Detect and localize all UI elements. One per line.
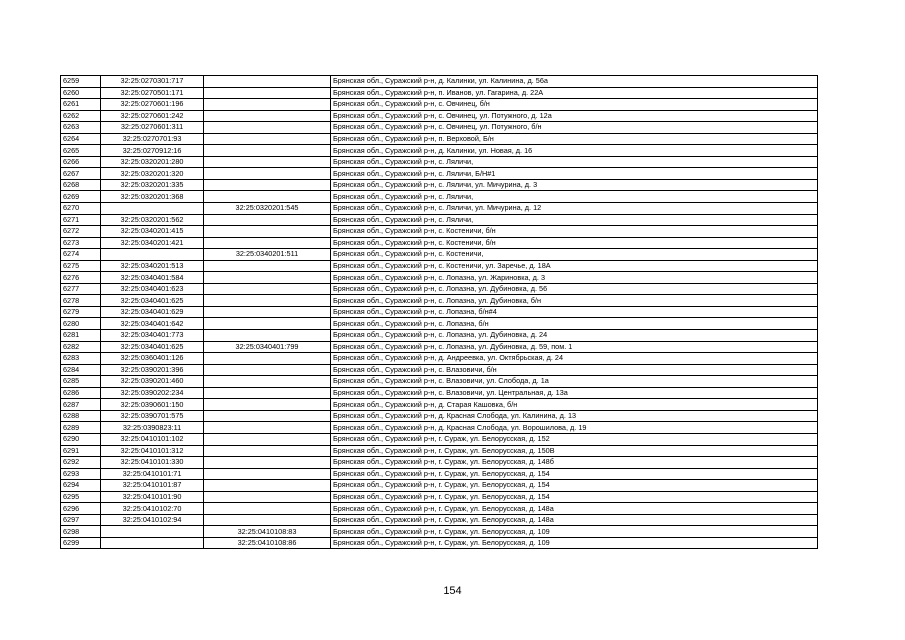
table-row xyxy=(61,179,818,191)
table-row xyxy=(61,399,818,411)
address-cell: Брянская обл., Суражский р-н, с. Лопазна, ул. Дубиновка, д. 56 xyxy=(331,283,818,295)
row-number-cell: 6297 xyxy=(61,514,101,526)
cadastral-number-cell: 32:25:0270601:196 xyxy=(101,99,204,111)
table-row xyxy=(61,306,818,318)
row-number-cell: 6291 xyxy=(61,445,101,457)
address-cell: Брянская обл., Суражский р-н, г. Сураж, ул. Белорусская, д. 154 xyxy=(331,468,818,480)
row-number-cell: 6271 xyxy=(61,214,101,226)
table-row xyxy=(61,133,818,145)
table-row xyxy=(61,318,818,330)
row-number-cell: 6298 xyxy=(61,526,101,538)
address-cell: Брянская обл., Суражский р-н, д. Андреевка, ул. Октябрьская, д. 24 xyxy=(331,353,818,365)
cadastral-number-secondary-cell xyxy=(204,179,331,191)
address-cell: Брянская обл., Суражский р-н, с. Ляличи, xyxy=(331,156,818,168)
cadastral-number-secondary-cell xyxy=(204,318,331,330)
row-number-cell: 6284 xyxy=(61,364,101,376)
row-number-cell: 6265 xyxy=(61,145,101,157)
cadastral-number-secondary-cell: 32:25:0410108:86 xyxy=(204,537,331,549)
cadastral-number-secondary-cell xyxy=(204,110,331,122)
row-number-cell: 6268 xyxy=(61,179,101,191)
table-row xyxy=(61,214,818,226)
address-cell: Брянская обл., Суражский р-н, с. Костеничи, б/н xyxy=(331,237,818,249)
table-row xyxy=(61,87,818,99)
row-number-cell: 6277 xyxy=(61,283,101,295)
cadastral-number-secondary-cell xyxy=(204,76,331,88)
row-number-cell: 6266 xyxy=(61,156,101,168)
cadastral-number-secondary-cell xyxy=(204,457,331,469)
row-number-cell: 6264 xyxy=(61,133,101,145)
cadastral-number-cell: 32:25:0390202:234 xyxy=(101,387,204,399)
page-number: 154 xyxy=(443,585,462,597)
cadastral-number-cell: 32:25:0390201:460 xyxy=(101,376,204,388)
cadastral-number-cell: 32:25:0410101:71 xyxy=(101,468,204,480)
row-number-cell: 6281 xyxy=(61,330,101,342)
row-number-cell: 6288 xyxy=(61,410,101,422)
cadastral-number-secondary-cell xyxy=(204,468,331,480)
cadastral-number-cell: 32:25:0340201:421 xyxy=(101,237,204,249)
address-cell: Брянская обл., Суражский р-н, г. Сураж, ул. Белорусская, д. 150В xyxy=(331,445,818,457)
address-cell: Брянская обл., Суражский р-н, г. Сураж, ул. Белорусская, д. 109 xyxy=(331,526,818,538)
cadastral-number-secondary-cell xyxy=(204,445,331,457)
address-cell: Брянская обл., Суражский р-н, с. Овчинец, б/н xyxy=(331,99,818,111)
table-row xyxy=(61,330,818,342)
table-row xyxy=(61,145,818,157)
cadastral-number-cell: 32:25:0410101:90 xyxy=(101,491,204,503)
cadastral-number-cell: 32:25:0340401:625 xyxy=(101,341,204,353)
cadastral-number-cell xyxy=(101,249,204,261)
row-number-cell: 6262 xyxy=(61,110,101,122)
row-number-cell: 6267 xyxy=(61,168,101,180)
row-number-cell: 6287 xyxy=(61,399,101,411)
row-number-cell: 6292 xyxy=(61,457,101,469)
cadastral-number-secondary-cell xyxy=(204,503,331,515)
table-row xyxy=(61,76,818,88)
cadastral-number-cell: 32:25:0340401:623 xyxy=(101,283,204,295)
row-number-cell: 6280 xyxy=(61,318,101,330)
table-row xyxy=(61,376,818,388)
cadastral-number-cell: 32:25:0270501:171 xyxy=(101,87,204,99)
cadastral-number-secondary-cell xyxy=(204,122,331,134)
address-cell: Брянская обл., Суражский р-н, с. Ляличи, ул. Мичурина, д. 3 xyxy=(331,179,818,191)
address-cell: Брянская обл., Суражский р-н, с. Лопазна, ул. Дубиновка, б/н xyxy=(331,295,818,307)
table-row xyxy=(61,341,818,353)
address-cell: Брянская обл., Суражский р-н, с. Лопазна, ул. Дубиновка, д. 59, пом. 1 xyxy=(331,341,818,353)
row-number-cell: 6275 xyxy=(61,260,101,272)
table-row xyxy=(61,295,818,307)
table-row xyxy=(61,249,818,261)
table-row xyxy=(61,122,818,134)
cadastral-number-secondary-cell: 32:25:0340201:511 xyxy=(204,249,331,261)
cadastral-number-secondary-cell xyxy=(204,214,331,226)
cadastral-number-cell: 32:25:0340401:584 xyxy=(101,272,204,284)
address-cell: Брянская обл., Суражский р-н, с. Овчинец, ул. Потужного, д. 12а xyxy=(331,110,818,122)
row-number-cell: 6282 xyxy=(61,341,101,353)
row-number-cell: 6270 xyxy=(61,203,101,215)
cadastral-number-cell: 32:25:0410101:312 xyxy=(101,445,204,457)
table-row xyxy=(61,491,818,503)
cadastral-number-secondary-cell xyxy=(204,306,331,318)
address-cell: Брянская обл., Суражский р-н, с. Лопазна, б/н#4 xyxy=(331,306,818,318)
table-row xyxy=(61,99,818,111)
cadastral-number-cell: 32:25:0340401:773 xyxy=(101,330,204,342)
cadastral-number-secondary-cell xyxy=(204,422,331,434)
cadastral-number-cell: 32:25:0360401:126 xyxy=(101,353,204,365)
address-cell: Брянская обл., Суражский р-н, г. Сураж, ул. Белорусская, д. 148б xyxy=(331,457,818,469)
row-number-cell: 6269 xyxy=(61,191,101,203)
cadastral-number-cell: 32:25:0410102:94 xyxy=(101,514,204,526)
cadastral-number-cell: 32:25:0340401:629 xyxy=(101,306,204,318)
cadastral-number-cell: 32:25:0270301:717 xyxy=(101,76,204,88)
address-cell: Брянская обл., Суражский р-н, с. Влазовичи, ул. Слобода, д. 1а xyxy=(331,376,818,388)
table-row xyxy=(61,445,818,457)
address-cell: Брянская обл., Суражский р-н, с. Влазовичи, ул. Центральная, д. 13а xyxy=(331,387,818,399)
address-cell: Брянская обл., Суражский р-н, с. Лопазна, б/н xyxy=(331,318,818,330)
cadastral-number-secondary-cell xyxy=(204,260,331,272)
table-row xyxy=(61,364,818,376)
table-row xyxy=(61,514,818,526)
address-cell: Брянская обл., Суражский р-н, с. Ляличи, ул. Мичурина, д. 12 xyxy=(331,203,818,215)
cadastral-number-cell: 32:25:0320201:368 xyxy=(101,191,204,203)
cadastral-number-secondary-cell xyxy=(204,283,331,295)
cadastral-number-cell: 32:25:0320201:320 xyxy=(101,168,204,180)
address-cell: Брянская обл., Суражский р-н, с. Ляличи, Б/Н#1 xyxy=(331,168,818,180)
table-row xyxy=(61,226,818,238)
cadastral-number-secondary-cell xyxy=(204,480,331,492)
address-cell: Брянская обл., Суражский р-н, п. Верховой, Б/н xyxy=(331,133,818,145)
row-number-cell: 6273 xyxy=(61,237,101,249)
address-cell: Брянская обл., Суражский р-н, с. Ляличи, xyxy=(331,214,818,226)
cadastral-number-secondary-cell xyxy=(204,191,331,203)
table-row xyxy=(61,526,818,538)
cadastral-number-secondary-cell: 32:25:0320201:545 xyxy=(204,203,331,215)
cadastral-number-cell xyxy=(101,203,204,215)
cadastral-number-secondary-cell xyxy=(204,433,331,445)
table-row xyxy=(61,283,818,295)
address-cell: Брянская обл., Суражский р-н, г. Сураж, ул. Белорусская, д. 152 xyxy=(331,433,818,445)
cadastral-number-secondary-cell xyxy=(204,87,331,99)
row-number-cell: 6294 xyxy=(61,480,101,492)
cadastral-number-cell: 32:25:0340201:513 xyxy=(101,260,204,272)
cadastral-number-cell: 32:25:0340401:625 xyxy=(101,295,204,307)
cadastral-number-secondary-cell xyxy=(204,226,331,238)
address-cell: Брянская обл., Суражский р-н, г. Сураж, ул. Белорусская, д. 148а xyxy=(331,503,818,515)
table-row xyxy=(61,387,818,399)
table-row xyxy=(61,156,818,168)
row-number-cell: 6295 xyxy=(61,491,101,503)
address-cell: Брянская обл., Суражский р-н, г. Сураж, ул. Белорусская, д. 154 xyxy=(331,491,818,503)
row-number-cell: 6289 xyxy=(61,422,101,434)
row-number-cell: 6286 xyxy=(61,387,101,399)
row-number-cell: 6283 xyxy=(61,353,101,365)
table-row xyxy=(61,237,818,249)
cadastral-number-secondary-cell xyxy=(204,353,331,365)
row-number-cell: 6278 xyxy=(61,295,101,307)
cadastral-number-cell: 32:25:0410102:70 xyxy=(101,503,204,515)
cadastral-number-secondary-cell xyxy=(204,133,331,145)
cadastral-number-secondary-cell xyxy=(204,330,331,342)
cadastral-number-secondary-cell xyxy=(204,168,331,180)
row-number-cell: 6279 xyxy=(61,306,101,318)
cadastral-number-cell: 32:25:0410101:102 xyxy=(101,433,204,445)
cadastral-number-cell: 32:25:0270701:93 xyxy=(101,133,204,145)
cadastral-number-secondary-cell xyxy=(204,272,331,284)
cadastral-number-cell: 32:25:0270912:16 xyxy=(101,145,204,157)
row-number-cell: 6296 xyxy=(61,503,101,515)
cadastral-number-secondary-cell xyxy=(204,145,331,157)
address-cell: Брянская обл., Суражский р-н, с. Лопазна, ул. Дубиновка, д. 24 xyxy=(331,330,818,342)
table-row xyxy=(61,410,818,422)
cadastral-number-secondary-cell xyxy=(204,514,331,526)
table-row xyxy=(61,537,818,549)
address-cell: Брянская обл., Суражский р-н, п. Иванов, ул. Гагарина, д. 22А xyxy=(331,87,818,99)
table-row xyxy=(61,353,818,365)
cadastral-number-cell: 32:25:0320201:280 xyxy=(101,156,204,168)
address-cell: Брянская обл., Суражский р-н, г. Сураж, ул. Белорусская, д. 148а xyxy=(331,514,818,526)
address-cell: Брянская обл., Суражский р-н, д. Красная Слобода, ул. Ворошилова, д. 19 xyxy=(331,422,818,434)
address-cell: Брянская обл., Суражский р-н, с. Ляличи, xyxy=(331,191,818,203)
address-cell: Брянская обл., Суражский р-н, с. Костеничи, ул. Заречье, д. 18А xyxy=(331,260,818,272)
row-number-cell: 6260 xyxy=(61,87,101,99)
cadastral-number-secondary-cell xyxy=(204,399,331,411)
address-cell: Брянская обл., Суражский р-н, с. Влазовичи, б/н xyxy=(331,364,818,376)
table-row xyxy=(61,191,818,203)
address-cell: Брянская обл., Суражский р-н, д. Калинки, ул. Новая, д. 16 xyxy=(331,145,818,157)
cadastral-number-secondary-cell: 32:25:0340401:799 xyxy=(204,341,331,353)
row-number-cell: 6290 xyxy=(61,433,101,445)
cadastral-number-secondary-cell xyxy=(204,99,331,111)
cadastral-number-secondary-cell xyxy=(204,376,331,388)
address-cell: Брянская обл., Суражский р-н, с. Лопазна, ул. Жариновка, д. 3 xyxy=(331,272,818,284)
address-cell: Брянская обл., Суражский р-н, с. Овчинец, ул. Потужного, б/н xyxy=(331,122,818,134)
cadastral-number-cell: 32:25:0390201:396 xyxy=(101,364,204,376)
cadastral-number-cell: 32:25:0320201:335 xyxy=(101,179,204,191)
cadastral-number-secondary-cell xyxy=(204,295,331,307)
cadastral-number-cell: 32:25:0340401:642 xyxy=(101,318,204,330)
address-cell: Брянская обл., Суражский р-н, г. Сураж, ул. Белорусская, д. 154 xyxy=(331,480,818,492)
cadastral-number-cell: 32:25:0340201:415 xyxy=(101,226,204,238)
row-number-cell: 6263 xyxy=(61,122,101,134)
cadastral-number-cell: 32:25:0270601:242 xyxy=(101,110,204,122)
address-cell: Брянская обл., Суражский р-н, д. Калинки, ул. Калинина, д. 56а xyxy=(331,76,818,88)
cadastral-number-cell xyxy=(101,537,204,549)
address-cell: Брянская обл., Суражский р-н, с. Костеничи, xyxy=(331,249,818,261)
address-cell: Брянская обл., Суражский р-н, с. Костеничи, б/н xyxy=(331,226,818,238)
table-row xyxy=(61,422,818,434)
table-row xyxy=(61,503,818,515)
table-row xyxy=(61,272,818,284)
row-number-cell: 6274 xyxy=(61,249,101,261)
cadastral-number-secondary-cell xyxy=(204,491,331,503)
cadastral-number-secondary-cell xyxy=(204,237,331,249)
table-row xyxy=(61,457,818,469)
row-number-cell: 6259 xyxy=(61,76,101,88)
cadastral-number-secondary-cell xyxy=(204,410,331,422)
address-cell: Брянская обл., Суражский р-н, д. Красная Слобода, ул. Калинина, д. 13 xyxy=(331,410,818,422)
address-cell: Брянская обл., Суражский р-н, д. Старая Кашовка, б/н xyxy=(331,399,818,411)
table-body xyxy=(61,76,818,549)
cadastral-number-cell: 32:25:0390601:150 xyxy=(101,399,204,411)
table-row xyxy=(61,260,818,272)
table-row xyxy=(61,168,818,180)
cadastral-number-cell: 32:25:0390701:575 xyxy=(101,410,204,422)
cadastral-number-secondary-cell: 32:25:0410108:83 xyxy=(204,526,331,538)
row-number-cell: 6285 xyxy=(61,376,101,388)
cadastral-number-cell xyxy=(101,526,204,538)
table-row xyxy=(61,110,818,122)
row-number-cell: 6293 xyxy=(61,468,101,480)
cadastral-number-cell: 32:25:0390823:11 xyxy=(101,422,204,434)
cadastral-number-cell: 32:25:0410101:87 xyxy=(101,480,204,492)
table-row xyxy=(61,203,818,215)
cadastral-number-secondary-cell xyxy=(204,156,331,168)
cadastral-number-cell: 32:25:0270601:311 xyxy=(101,122,204,134)
cadastral-number-cell: 32:25:0320201:562 xyxy=(101,214,204,226)
cadastral-number-cell: 32:25:0410101:330 xyxy=(101,457,204,469)
address-cell: Брянская обл., Суражский р-н, г. Сураж, ул. Белорусская, д. 109 xyxy=(331,537,818,549)
table-row xyxy=(61,480,818,492)
row-number-cell: 6272 xyxy=(61,226,101,238)
row-number-cell: 6276 xyxy=(61,272,101,284)
table-row xyxy=(61,433,818,445)
table-row xyxy=(61,468,818,480)
row-number-cell: 6261 xyxy=(61,99,101,111)
row-number-cell: 6299 xyxy=(61,537,101,549)
property-register-table xyxy=(60,75,818,549)
cadastral-number-secondary-cell xyxy=(204,387,331,399)
cadastral-number-secondary-cell xyxy=(204,364,331,376)
